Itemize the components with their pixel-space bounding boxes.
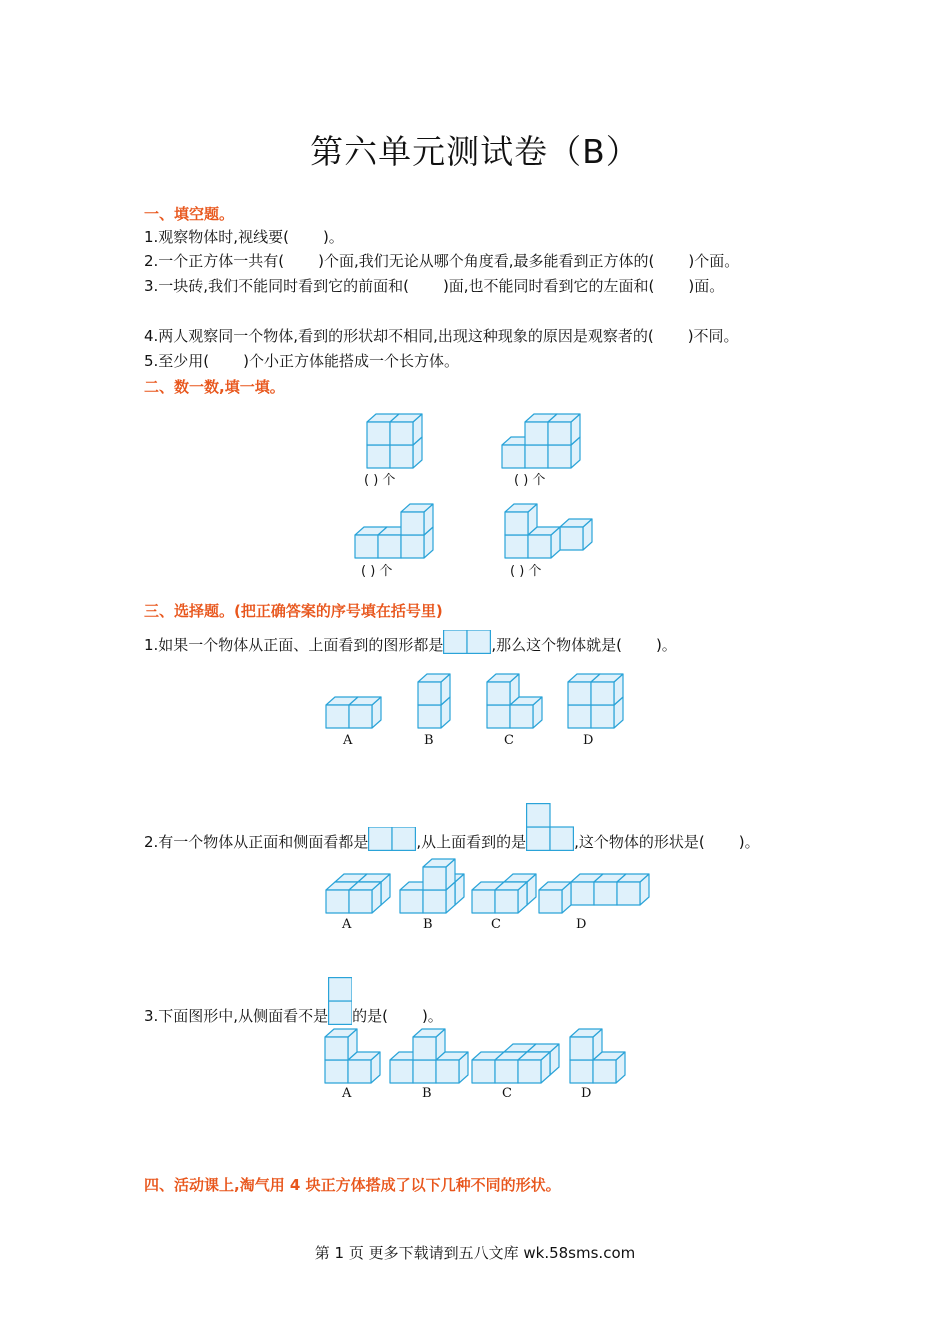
- option-figure-3-2-b[interactable]: [398, 845, 463, 915]
- option-figure-3-3-c[interactable]: [470, 1020, 560, 1085]
- cube-front-face: [390, 445, 413, 468]
- option-figure-3-2-c[interactable]: [470, 845, 530, 915]
- page-footer: [0, 1241, 950, 1265]
- cube-front-face: [418, 705, 441, 728]
- cube-front-face: [367, 422, 390, 445]
- cube-front-face: [418, 682, 441, 705]
- option-label-a: A: [342, 917, 352, 932]
- cube-front-face: [423, 867, 446, 890]
- cube-front-face: [617, 882, 640, 905]
- question-1-5: 5.至少用( )个小正方体能搭成一个长方体。: [144, 352, 460, 370]
- option-figure-3-1-b[interactable]: [416, 668, 456, 730]
- option-label-c: C: [502, 1086, 512, 1101]
- two-square-view-icon: [443, 630, 491, 654]
- cube-front-face: [505, 535, 528, 558]
- option-figure-3-3-a[interactable]: [323, 1020, 383, 1085]
- option-label-a: A: [343, 733, 353, 748]
- cube-front-face: [436, 1060, 459, 1083]
- cube-front-face: [591, 682, 614, 705]
- cube-front-face: [525, 422, 548, 445]
- top-view-l-shape-icon: [526, 803, 574, 851]
- cube-front-face: [472, 890, 495, 913]
- section1-heading: 一、填空题。: [144, 205, 235, 223]
- cube-front-face: [594, 882, 617, 905]
- footer-page-text: 第 1 页 更多下载请到五八文库: [314, 1244, 524, 1262]
- cube-front-face: [495, 890, 518, 913]
- view-square: [329, 978, 352, 1001]
- section2-heading: 二、数一数,填一填。: [144, 378, 285, 396]
- section4-heading: 四、活动课上,淘气用 4 块正方体搭成了以下几种不同的形状。: [144, 1176, 561, 1194]
- option-label-b: B: [423, 917, 433, 932]
- cube-figure-2-2: [500, 395, 600, 470]
- option-label-b: B: [424, 733, 434, 748]
- option-label-c: C: [504, 733, 514, 748]
- option-figure-3-1-d[interactable]: [566, 668, 631, 730]
- cube-front-face: [560, 527, 583, 550]
- cube-figure-2-1: [365, 395, 445, 470]
- option-figure-3-2-a[interactable]: [324, 845, 394, 915]
- cube-figure-2-3: [353, 495, 453, 560]
- option-label-a: A: [342, 1086, 352, 1101]
- cube-front-face: [472, 1060, 495, 1083]
- count-blank-2-4[interactable]: ( ) 个: [510, 564, 542, 579]
- cube-front-face: [568, 705, 591, 728]
- option-figure-3-2-d[interactable]: [537, 845, 632, 915]
- cube-front-face: [570, 1037, 593, 1060]
- cube-front-face: [401, 535, 424, 558]
- cube-front-face: [518, 1060, 541, 1083]
- option-figure-3-1-c[interactable]: [485, 668, 550, 730]
- option-label-c: C: [491, 917, 501, 932]
- cube-front-face: [325, 1037, 348, 1060]
- page-title: 第六单元测试卷（B）: [310, 132, 640, 171]
- question-1-3: 3.一块砖,我们不能同时看到它的前面和( )面,也不能同时看到它的左面和( )面。: [144, 277, 725, 295]
- cube-front-face: [505, 512, 528, 535]
- section3-heading: 三、选择题。(把正确答案的序号填在括号里): [144, 602, 443, 620]
- cube-front-face: [593, 1060, 616, 1083]
- option-figure-3-3-d[interactable]: [568, 1020, 630, 1085]
- vertical-two-square-view-icon: [328, 977, 352, 1025]
- count-blank-2-1[interactable]: ( ) 个: [364, 473, 396, 488]
- cube-front-face: [487, 682, 510, 705]
- cube-front-face: [423, 890, 446, 913]
- cube-front-face: [390, 422, 413, 445]
- cube-front-face: [401, 512, 424, 535]
- cube-front-face: [349, 890, 372, 913]
- cube-front-face: [568, 682, 591, 705]
- cube-front-face: [326, 890, 349, 913]
- cube-front-face: [539, 890, 562, 913]
- cube-front-face: [525, 445, 548, 468]
- cube-front-face: [571, 882, 594, 905]
- option-label-d: D: [583, 733, 594, 748]
- footer-site-link[interactable]: wk.58sms.com: [523, 1244, 636, 1262]
- cube-front-face: [325, 1060, 348, 1083]
- cube-figure-2-4: [503, 495, 603, 560]
- option-label-d: D: [576, 917, 587, 932]
- cube-front-face: [400, 890, 423, 913]
- cube-front-face: [326, 705, 349, 728]
- option-figure-3-1-a[interactable]: [324, 668, 384, 730]
- view-square: [467, 630, 490, 653]
- cube-front-face: [487, 705, 510, 728]
- cube-front-face: [413, 1060, 436, 1083]
- cube-front-face: [548, 422, 571, 445]
- question-1-1: 1.观察物体时,视线要( )。: [144, 228, 344, 246]
- cube-front-face: [495, 1060, 518, 1083]
- cube-front-face: [413, 1037, 436, 1060]
- cube-front-face: [367, 445, 390, 468]
- count-blank-2-2[interactable]: ( ) 个: [514, 473, 546, 488]
- option-label-d: D: [581, 1086, 592, 1101]
- cube-front-face: [528, 535, 551, 558]
- cube-front-face: [349, 705, 372, 728]
- cube-front-face: [548, 445, 571, 468]
- question-3-1: 1.如果一个物体从正面、上面看到的图形都是 ,那么这个物体就是( )。: [144, 630, 677, 656]
- option-label-b: B: [422, 1086, 432, 1101]
- cube-front-face: [378, 535, 401, 558]
- cube-front-face: [348, 1060, 371, 1083]
- cube-front-face: [510, 705, 533, 728]
- question-1-4: 4.两人观察同一个物体,看到的形状却不相同,出现这种现象的原因是观察者的( )不同。: [144, 327, 739, 345]
- option-figure-3-3-b[interactable]: [388, 1020, 473, 1085]
- question-3-3: 3.下面图形中,从侧面看不是 的是( )。: [144, 977, 443, 1027]
- cube-front-face: [502, 445, 525, 468]
- question-1-2: 2.一个正方体一共有( )个面,我们无论从哪个角度看,最多能看到正方体的( )个面。: [144, 252, 740, 270]
- cube-front-face: [591, 705, 614, 728]
- view-square: [444, 630, 467, 653]
- view-square: [527, 804, 550, 827]
- question-3-2: 2.有一个物体从正面和侧面看都是 ,从上面看到的是 ,这个物体的形状是( )。: [144, 803, 760, 853]
- count-blank-2-3[interactable]: ( ) 个: [361, 564, 393, 579]
- cube-front-face: [390, 1060, 413, 1083]
- cube-front-face: [570, 1060, 593, 1083]
- cube-front-face: [355, 535, 378, 558]
